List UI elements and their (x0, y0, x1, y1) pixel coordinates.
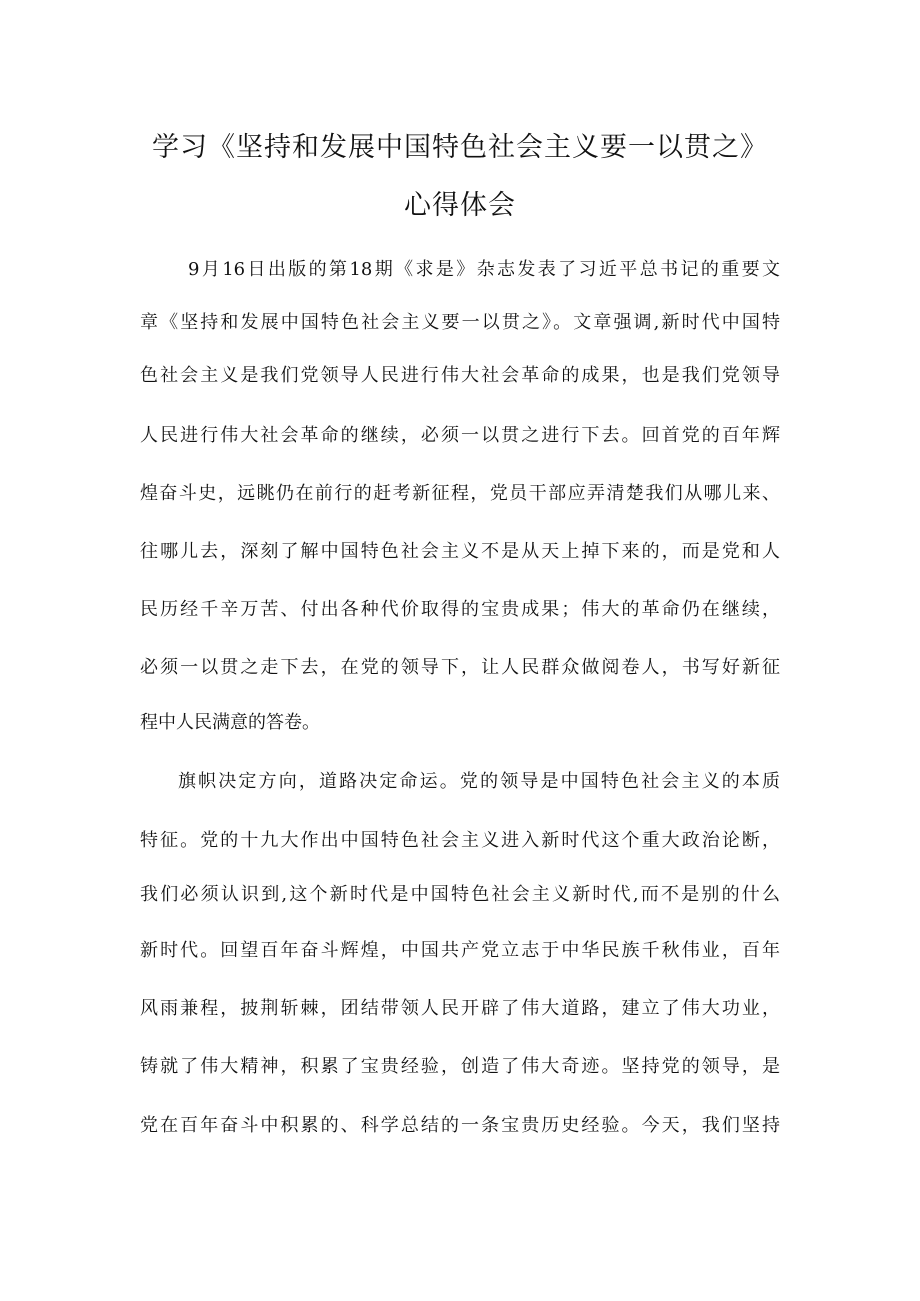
paragraph-line: 党在百年奋斗中积累的、科学总结的一条宝贵历史经验。今天，我们坚持 (140, 1115, 780, 1136)
paragraph-line: 新时代。回望百年奋斗辉煌，中国共产党立志于中华民族千秋伟业，百年 (140, 940, 780, 961)
paragraph-line: 9月16日出版的第18期《求是》杂志发表了习近平总书记的重要文 (188, 259, 780, 280)
paragraph-line: 民历经千辛万苦、付出各种代价取得的宝贵成果；伟大的革命仍在继续， (140, 599, 780, 620)
paragraph-line: 我们必须认识到,这个新时代是中国特色社会主义新时代,而不是别的什么 (140, 884, 780, 905)
paragraph-line: 旗帜决定方向，道路决定命运。党的领导是中国特色社会主义的本质 (178, 771, 780, 792)
paragraph-line: 色社会主义是我们党领导人民进行伟大社会革命的成果，也是我们党领导 (140, 365, 780, 386)
paragraph-line: 特征。党的十九大作出中国特色社会主义进入新时代这个重大政治论断， (140, 830, 780, 851)
paragraph-line: 风雨兼程，披荆斩棘，团结带领人民开辟了伟大道路，建立了伟大功业， (140, 998, 780, 1019)
paragraph-line: 煌奋斗史，远眺仍在前行的赶考新征程，党员干部应弄清楚我们从哪儿来、 (140, 483, 780, 504)
paragraph-line: 铸就了伟大精神，积累了宝贵经验，创造了伟大奇迹。坚持党的领导，是 (140, 1056, 780, 1077)
document-title-line-1: 学习《坚持和发展中国特色社会主义要一以贯之》 (152, 132, 768, 163)
paragraph-line: 往哪儿去，深刻了解中国特色社会主义不是从天上掉下来的，而是党和人 (140, 541, 780, 562)
paragraph-line: 程中人民满意的答卷。 (140, 712, 320, 733)
paragraph-line: 人民进行伟大社会革命的继续，必须一以贯之进行下去。回首党的百年辉 (140, 425, 780, 446)
paragraph-line: 必须一以贯之走下去，在党的领导下，让人民群众做阅卷人，书写好新征 (140, 657, 780, 678)
document-title-line-2: 心得体会 (404, 190, 516, 221)
paragraph-line: 章《坚持和发展中国特色社会主义要一以贯之》。文章强调,新时代中国特 (140, 312, 780, 333)
